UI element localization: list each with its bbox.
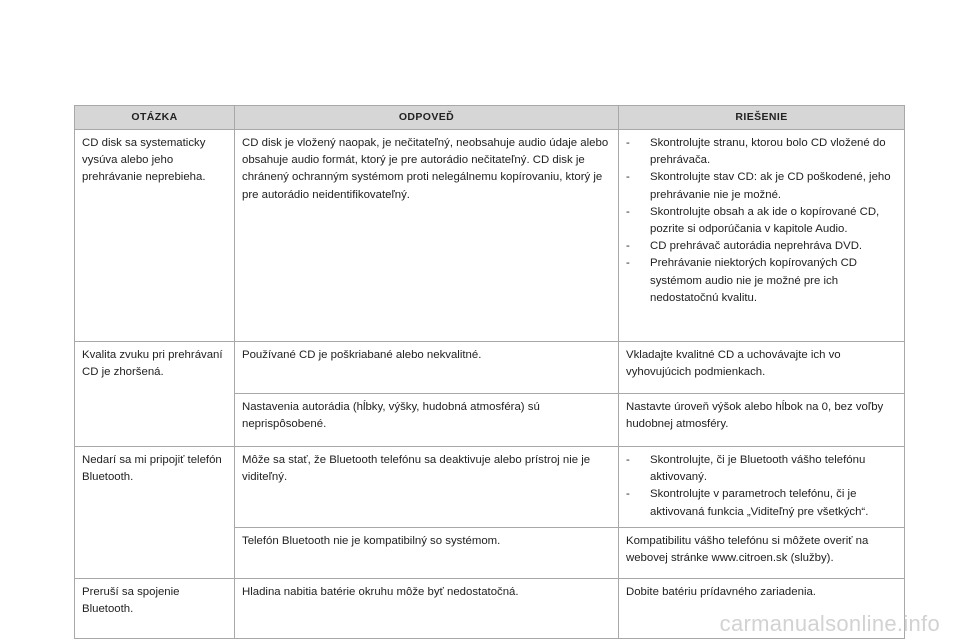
watermark: carmanualsonline.info <box>719 611 940 636</box>
solution-list <box>626 452 898 521</box>
answer-cell: Používané CD je poškriabané alebo nekvalitné. <box>235 342 619 394</box>
answer-cell: Telefón Bluetooth nie je kompatibilný so systémom. <box>235 528 619 579</box>
solution-cell: Kompatibilitu vášho telefónu si môžete overiť na webovej stránke www.citroen.sk (služby). <box>619 528 905 579</box>
header-solution: RIEŠENIE <box>619 106 905 130</box>
question-cell: Nedarí sa mi pripojiť telefón Bluetooth. <box>75 447 235 579</box>
solution-item: - Skontrolujte stranu, ktorou bolo CD vložené do prehrávača. <box>626 135 898 169</box>
header-question: OTÁZKA <box>75 106 235 130</box>
question-cell: Kvalita zvuku pri prehrávaní CD je zhoršená. <box>75 342 235 447</box>
answer-cell: CD disk je vložený naopak, je nečitateľný, neobsahuje audio údaje alebo obsahuje audio formát, ktorý je pre autorádio nečitateľný. CD disk je chránený ochranným systémom proti nelegálnemu kopírovaniu, ktorý je pre autorádio neidentifikovateľný. <box>235 130 619 342</box>
question-cell: CD disk sa systematicky vysúva alebo jeho prehrávanie neprebieha. <box>75 130 235 342</box>
header-answer: ODPOVEĎ <box>235 106 619 130</box>
header-row <box>75 106 905 130</box>
solution-cell <box>619 130 905 342</box>
solution-item: - Skontrolujte, či je Bluetooth vášho telefónu aktivovaný. <box>626 452 898 486</box>
solution-cell: Vkladajte kvalitné CD a uchovávajte ich vo vyhovujúcich podmienkach. <box>619 342 905 394</box>
solution-cell: Dobite batériu prídavného zariadenia. <box>619 579 905 639</box>
answer-cell: Nastavenia autorádia (hĺbky, výšky, hudobná atmosféra) sú neprispôsobené. <box>235 394 619 447</box>
solution-item: - Prehrávanie niektorých kopírovaných CD systémom audio nie je možné pre ich nedostatočnú kvalitu. <box>626 255 898 307</box>
solution-item: - CD prehrávač autorádia neprehráva DVD. <box>626 238 898 255</box>
faq-table <box>74 105 905 639</box>
table-row <box>75 447 905 528</box>
answer-cell: Hladina nabitia batérie okruhu môže byť nedostatočná. <box>235 579 619 639</box>
solution-list <box>626 135 898 307</box>
solution-item: - Skontrolujte stav CD: ak je CD poškodené, jeho prehrávanie nie je možné. <box>626 169 898 203</box>
table-row <box>75 342 905 394</box>
solution-item: - Skontrolujte v parametroch telefónu, či je aktivovaná funkcia „Viditeľný pre všetkých“. <box>626 486 898 520</box>
solution-cell <box>619 447 905 528</box>
solution-item: - Skontrolujte obsah a ak ide o kopírované CD, pozrite si odporúčania v kapitole Audio. <box>626 204 898 238</box>
answer-cell: Môže sa stať, že Bluetooth telefónu sa deaktivuje alebo prístroj nie je viditeľný. <box>235 447 619 528</box>
table-row <box>75 130 905 342</box>
question-cell: Preruší sa spojenie Bluetooth. <box>75 579 235 639</box>
solution-cell: Nastavte úroveň výšok alebo hĺbok na 0, bez voľby hudobnej atmosféry. <box>619 394 905 447</box>
